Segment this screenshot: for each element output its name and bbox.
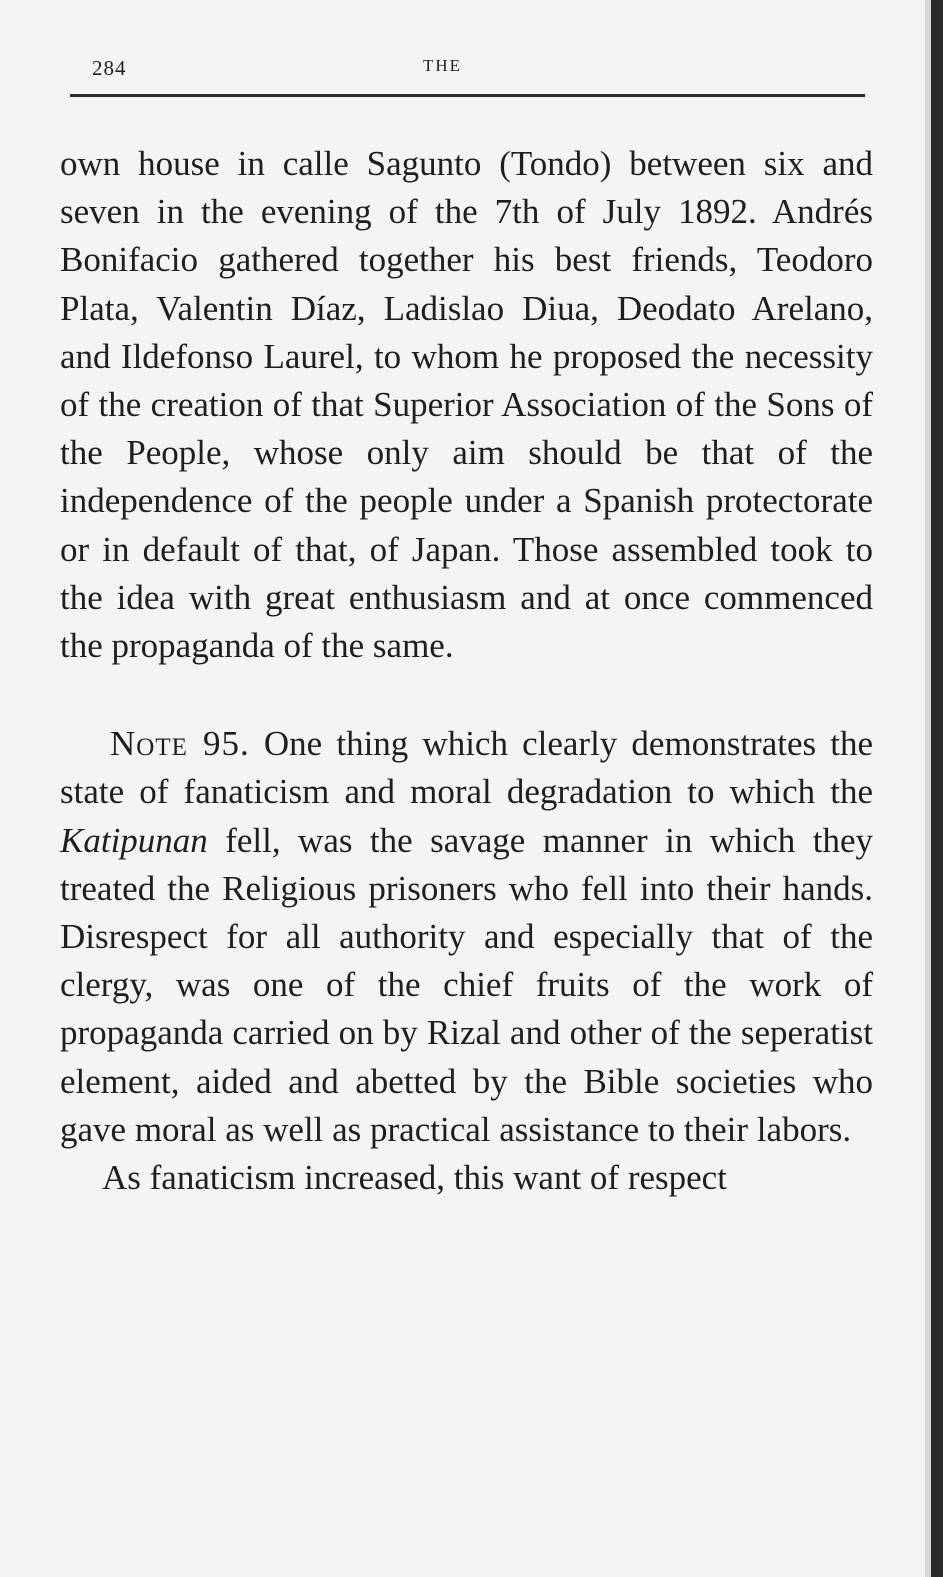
note-text-start: One thing which clearly demonstrates the state of fanaticism and moral degradation to which the [60,724,874,812]
header-rule [70,94,865,97]
note-italic-term: Katipunan [60,820,208,860]
body-text [60,140,873,1202]
paragraph-next: As fanaticism increased, this want of respect [102,1158,727,1198]
running-title: THE [423,56,463,75]
book-spine-edge [931,0,943,1577]
page-number: 284 [92,56,127,80]
paragraph-continued: own house in calle Sagunto (Tondo) between six and seven in the evening of the 7th of July 1892. Andrés Bonifacio gathered together his best friends, Teodoro Plata, Valentin Díaz, Ladislao Diua, Deodato Arelano, and Ildefonso Laurel, to whom he proposed the necessity of the creation of that Superior Association of the Sons of the People, whose only aim should be that of the independence of the people under a Spanish protectorate or in default of that, of Japan. Those assembled took to the idea with great enthusiasm and at once commenced the propaganda of the same. [60,144,873,666]
note-text-end: fell, was the savage manner in which they treated the Religious prisoners who fell into their hands. Disrespect for all authority and especially that of the clergy, was one of the chief fruits of the work of propaganda carried on by Rizal and other of the seperatist element, aided and abetted by the Bible societies who gave moral as well as practical assistance to their labors. [60,820,873,1149]
running-head [70,54,865,90]
note-95-paragraph [60,720,873,1154]
note-label: Note 95. [110,724,250,764]
